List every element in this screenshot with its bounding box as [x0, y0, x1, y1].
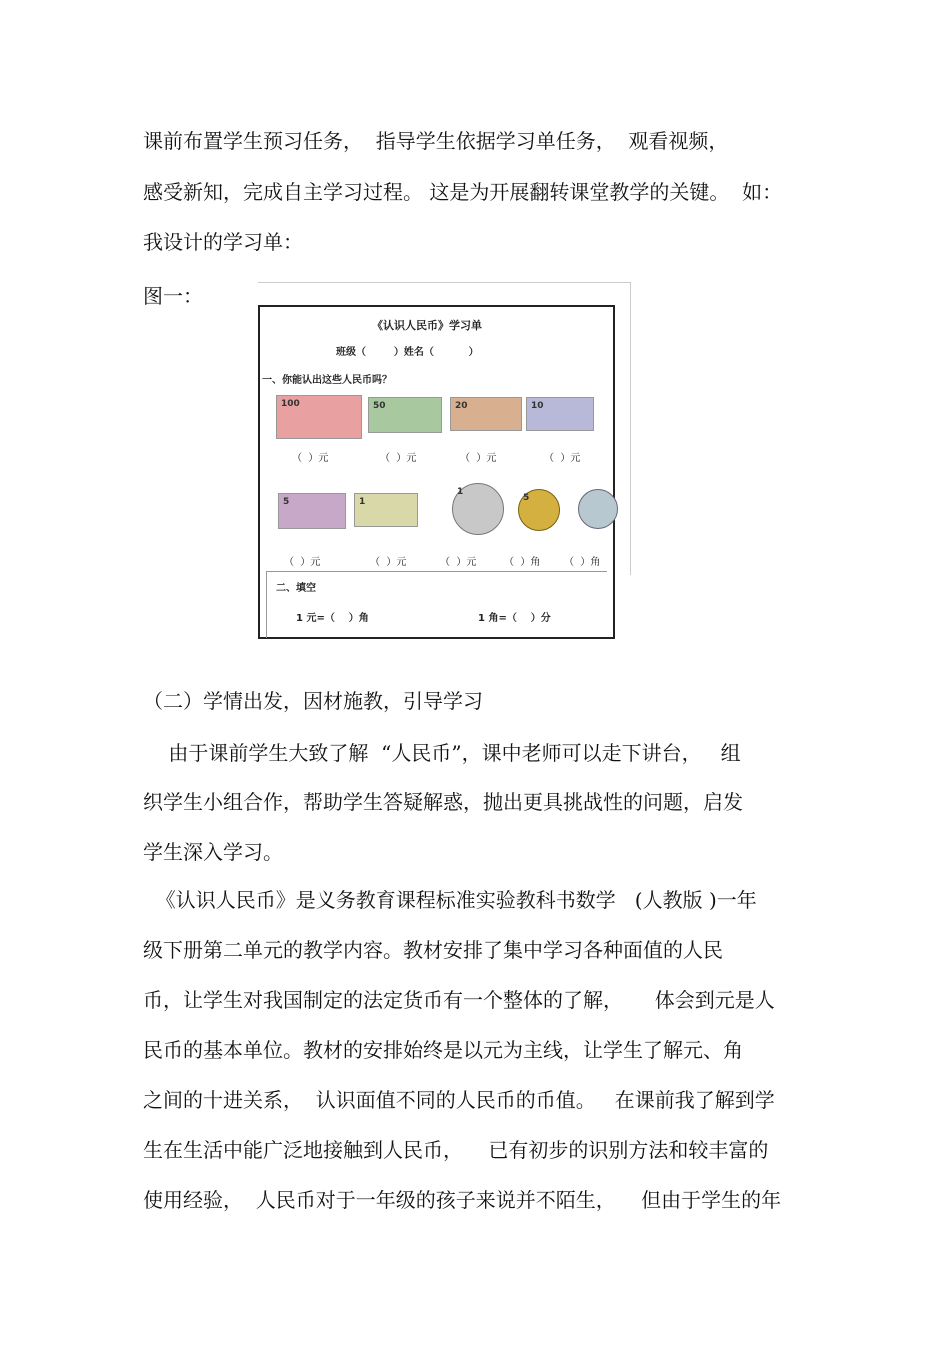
coin-1-yuan	[452, 483, 504, 535]
coin-5-jiao	[518, 489, 560, 531]
section-heading: （二）学情出发，因材施教，引导学习	[143, 689, 483, 713]
para2-line-3: 币，让学生对我国制定的法定货币有一个整体的了解， 体会到元是人	[143, 988, 775, 1012]
row2-blank-3: （ ）元	[440, 557, 477, 568]
worksheet-image	[258, 305, 615, 639]
figure-label: 图一：	[143, 284, 203, 308]
fill-section	[266, 571, 607, 638]
para1-line-3: 学生深入学习。	[143, 840, 283, 864]
para2-line-5: 之间的十进关系， 认识面值不同的人民币的币值。 在课前我了解到学	[143, 1088, 775, 1112]
banknote-10	[526, 397, 594, 431]
face-value-label: 5	[523, 493, 530, 503]
face-value-label: 1	[457, 487, 464, 497]
banknote-50	[368, 397, 442, 433]
fill-blank-1: 1 元=（ ）角	[296, 613, 369, 624]
row2-blank-1: （ ）元	[284, 557, 321, 568]
face-value-label: 1	[359, 497, 366, 507]
face-value-label: 10	[531, 401, 544, 411]
face-value-label: 50	[373, 401, 386, 411]
para2-line-2: 级下册第二单元的教学内容。教材安排了集中学习各种面值的人民	[143, 938, 723, 962]
banknote-100	[276, 395, 362, 439]
worksheet-title: 《认识人民币》学习单	[372, 319, 482, 332]
para1-line-1: 由于课前学生大致了解 “人民币”，课中老师可以走下讲台， 组	[143, 741, 741, 765]
para2-line-7: 使用经验， 人民币对于一年级的孩子来说并不陌生， 但由于学生的年	[143, 1188, 782, 1212]
banknote-5	[278, 493, 346, 529]
intro-line-3: 我设计的学习单：	[143, 230, 303, 254]
para1-line-2: 织学生小组合作，帮助学生答疑解惑，抛出更具挑战性的问题，启发	[143, 790, 743, 814]
row1-blank-3: （ ）元	[460, 453, 497, 464]
row1-blank-1: （ ）元	[292, 453, 329, 464]
face-value-label: 20	[455, 401, 468, 411]
worksheet-q2: 二、填空	[276, 583, 316, 594]
para2-line-6: 生在生活中能广泛地接触到人民币， 已有初步的识别方法和较丰富的	[143, 1138, 769, 1162]
coin-1-jiao	[578, 489, 618, 529]
worksheet-q1: 一、你能认出这些人民币吗？	[262, 375, 392, 386]
face-value-label: 100	[281, 399, 300, 409]
row2-blank-5: （ ）角	[564, 557, 601, 568]
row2-blank-4: （ ）角	[504, 557, 541, 568]
banknote-20	[450, 397, 522, 431]
worksheet-class-name: 班级（ ）姓名（ ）	[336, 347, 479, 358]
row2-blank-2: （ ）元	[370, 557, 407, 568]
intro-line-1: 课前布置学生预习任务， 指导学生依据学习单任务， 观看视频，	[143, 129, 729, 153]
para2-line-4: 民币的基本单位。教材的安排始终是以元为主线，让学生了解元、角	[143, 1038, 743, 1062]
face-value-label: 5	[283, 497, 290, 507]
row1-blank-2: （ ）元	[380, 453, 417, 464]
para2-line-1: 《认识人民币》是义务教育课程标准实验教科书数学 (人教版 )一年	[143, 888, 757, 912]
row1-blank-4: （ ）元	[544, 453, 581, 464]
intro-line-2: 感受新知，完成自主学习过程。 这是为开展翻转课堂教学的关键。 如：	[143, 180, 783, 204]
banknote-1	[354, 493, 418, 527]
fill-blank-2: 1 角=（ ）分	[478, 613, 551, 624]
